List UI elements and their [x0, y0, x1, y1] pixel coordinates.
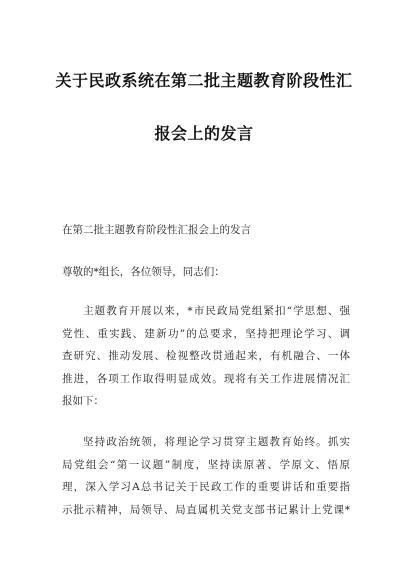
paragraph-line: 坚持政治统领，将理论学习贯穿主题教育始终。抓实 [83, 436, 350, 448]
document-title-line-1: 关于民政系统在第二批主题教育阶段性汇 [55, 71, 353, 90]
salutation: 尊敬的*组长，各位领导，同志们： [62, 266, 225, 278]
paragraph-line: 局党组会“第一议题”制度，坚持读原著、学原文、悟原 [62, 458, 350, 471]
paragraph-line: 报如下： [62, 395, 104, 407]
paragraph-line: 理，深入学习A总书记关于民政工作的重要讲话和重要指 [62, 481, 350, 493]
paragraph-line: 推进，各项工作取得明显成效。现将有关工作进展情况汇 [62, 372, 350, 385]
document-subtitle: 在第二批主题教育阶段性汇报会上的发言 [62, 224, 251, 236]
paragraph-1 [62, 300, 350, 413]
paragraph-line: 查研究、推动发展、检视整改贯通起来，有机融合、一体 [62, 350, 350, 362]
paragraph-2 [62, 431, 350, 521]
paragraph-line: 党性、重实践、建新功”的总要求，坚持把理论学习、调 [62, 327, 350, 340]
document-title-line-2: 报会上的发言 [154, 124, 254, 143]
paragraph-line: 主题教育开展以来，*市民政局党组紧扣“学思想、强 [83, 305, 350, 317]
paragraph-line: 示批示精神，局领导、局直属机关党支部书记累计上党课* [62, 503, 350, 516]
